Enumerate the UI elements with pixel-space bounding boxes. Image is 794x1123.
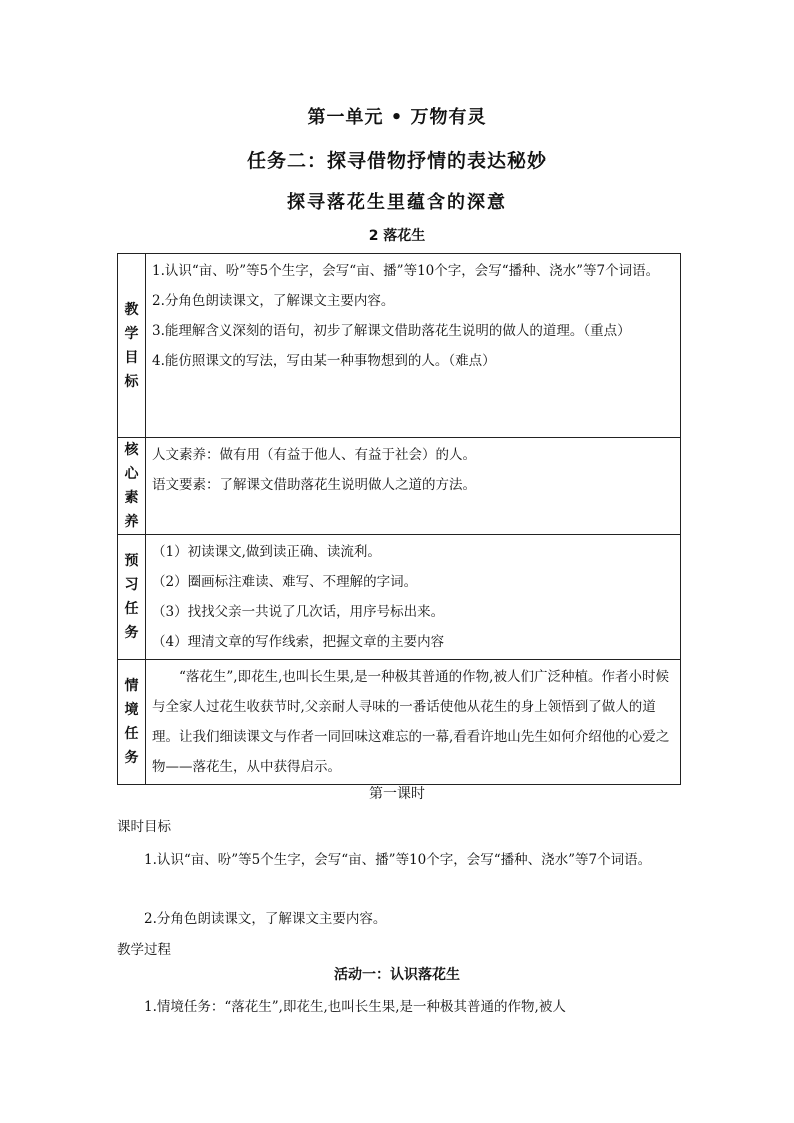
lesson-plan-table [117, 253, 681, 785]
goal-line: 1.认识“亩、吩”等5个生字，会写“亩、播”等10个字，会写“播种、浇水”等7个词语。 [152, 263, 660, 279]
goal-line: 3.能理解含义深刻的语句，初步了解课文借助落花生说明的做人的道理。（重点） [152, 323, 631, 339]
activity-line: 1.情境任务：“落花生”,即花生,也叫长生果,是一种极其普通的作物,被人 [144, 999, 566, 1015]
activity-heading: 活动一：认识落花生 [334, 967, 460, 983]
preview-line: （3）找找父亲一共说了几次话，用序号标出来。 [152, 604, 445, 620]
row-content-teaching-goals [146, 254, 681, 438]
table-row-teaching-goals [118, 254, 681, 438]
goal-label: 课时目标 [117, 819, 171, 835]
session-goal-1: 1.认识“亩、吩”等5个生字，会写“亩、播”等10个字，会写“播种、浇水”等7个词语。 [144, 852, 652, 868]
row-content-core-literacy [146, 438, 681, 535]
row-label-teaching-goals: 教 学 目 标 [118, 254, 146, 438]
literacy-line: 人文素养：做有用（有益于他人、有益于社会）的人。 [152, 447, 476, 463]
row-label-preview-tasks: 预 习 任 务 [118, 535, 146, 660]
table-row-core-literacy [118, 438, 681, 535]
preview-line: （2）圈画标注难读、难写、不理解的字词。 [152, 574, 418, 590]
goal-line: 2.分角色朗读课文，了解课文主要内容。 [152, 293, 395, 309]
session-heading: 第一课时 [369, 786, 425, 802]
row-label-context-task: 情 境 任 务 [118, 660, 146, 785]
preview-line: （1）初读课文,做到读正确、读流利。 [152, 544, 381, 560]
row-label-core-literacy: 核 心 素 养 [118, 438, 146, 535]
task-title: 任务二：探寻借物抒情的表达秘妙 [246, 150, 547, 172]
preview-line: （4）理清文章的写作线索，把握文章的主要内容 [152, 634, 445, 650]
subtitle: 探寻落花生里蕴含的深意 [287, 192, 507, 213]
lesson-title: 2 落花生 [368, 228, 426, 244]
process-label: 教学过程 [117, 942, 171, 958]
context-paragraph: “落花生”,即花生,也叫长生果,是一种极其普通的作物,被人们广泛种植。作者小时候与全家人过花生收获节时,父亲耐人寻味的一番话使他从花生的身上领悟到了做人的道理。让我们细读课文与作者一同回味这难忘的一幕,看看许地山先生如何介绍他的心爱之物——落花生，从中获得启示。 [152, 669, 670, 775]
table-row-preview-tasks [118, 535, 681, 660]
row-content-context-task [146, 660, 681, 785]
literacy-line: 语文要素：了解课文借助落花生说明做人之道的方法。 [152, 477, 476, 493]
goal-line: 4.能仿照课文的写法，写由某一种事物想到的人。（难点） [152, 353, 496, 369]
unit-title: 第一单元 • 万物有灵 [307, 107, 487, 128]
row-content-preview-tasks [146, 535, 681, 660]
session-goal-2: 2.分角色朗读课文，了解课文主要内容。 [144, 911, 387, 927]
table-row-context-task [118, 660, 681, 785]
